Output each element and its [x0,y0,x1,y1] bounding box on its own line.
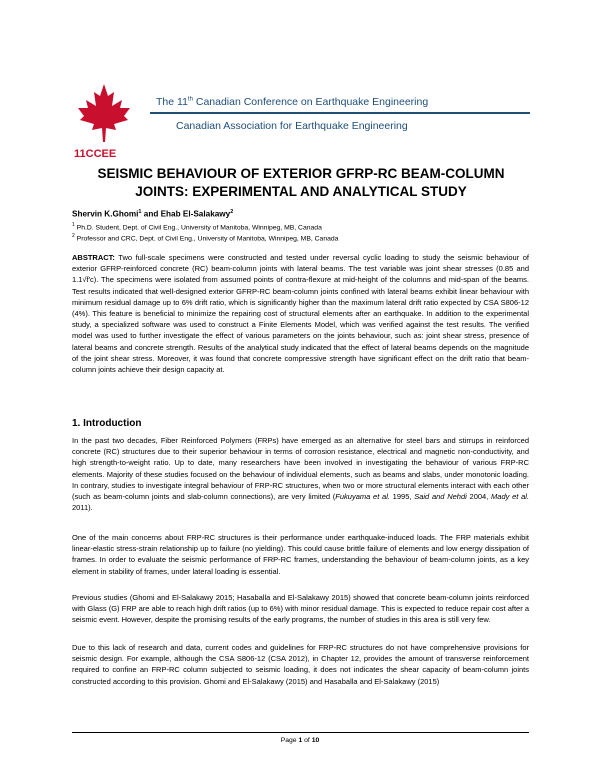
header-divider [150,112,530,114]
logo-text: 11CCEE [74,148,117,160]
paper-title: SEISMIC BEHAVIOUR OF EXTERIOR GFRP-RC BEAM-COLUMN JOINTS: EXPERIMENTAL AND ANALYTICAL STUDY [97,166,505,199]
intro-paragraph-2: One of the main concerns about FRP-RC structures is their performance under earthquake-induced loads. The FRP materials exhibit linear-elastic stress-strain relationship up to failure (no yielding). This could cause brittle failure of elements and low energy dissipation of frames. In order to evaluate the seismic performance of FRP-RC frames, understanding the behaviour of beam-column joints, as a key element in stability of frames, under lateral loading is essential. [72,533,529,576]
authors: Shervin K.Ghomi$^1$ and Ehab El-Salakawy$^2$ [72,209,234,219]
affiliation-1: $^1$ Ph.D. Student, Dept. of Civil Eng., University of Manitoba, Winnipeg, MB, Canada [72,222,322,232]
association-name: Canadian Association for Earthquake Engineering [176,120,408,132]
conference-logo [66,82,142,170]
conference-name: The 11th Canadian Conference on Earthquake Engineering [156,96,429,108]
affiliation-2: $^2$ Professor and CRC, Dept. of Civil Eng., University of Manitoba, Winnipeg, MB, Canada [72,233,339,243]
intro-paragraph-4: Due to this lack of research and data, current codes and guidelines for FRP-RC structures do not have comprehensive provisions for seismic design. For example, although the CSA S806-12 (CSA 2012), in Chapter 12, provides the amount of transverse reinforcement required to confine an FRP-RC column subjected to seismic loading, it does not indicates the shear capacity of beam-column joints constructed according to this provision. Ghomi and El-Salakawy (2015) and Hasaballa and El-Salakawy (2015) [72,643,529,686]
page-footer: Page 1 of 10 [280,737,320,744]
abstract: ABSTRACT: Two full-scale specimens were constructed and tested under reversal cyclic loading to study the seismic behaviour of exterior GFRP-reinforced concrete (RC) beam-column joints with lateral beams. The test variable was joint shear stresses (0.85 and 1.1√f'c). The specimens were isolated from assumed points of contra-flexure at mid-height of the columns and mid-span of the beams. Test results indicated that well-designed exterior GFRP-RC beam-column joints confined with lateral beams exhibit linear behaviour with minimum residual damage up to 6% drift ratio, which is significantly higher than the maximum lateral drift ratio expected by CSA S806-12 (4%). This feature is beneficial to minimize the repairing cost of structural elements after an earthquake. In addition to the experimental study, a specialized software was used to construct a Finite Elements Model, which was verified against the test results. The verified model was used to further investigate the effect of various parameters on the joints behaviour, such as: joint shear stress, presence of lateral beams and concrete strength. Results of the analytical study indicated that the effect of lateral beams depends on the magnitude of the joint shear stress. Moreover, it was found that concrete compressive strength have significant effect on the drift ratio that beam-column joints achieve their design capacity at. [72,253,529,375]
maple-leaf-icon [74,82,134,144]
intro-paragraph-3: Previous studies (Ghomi and El-Salakawy 2015; Hasaballa and El-Salakawy 2015) showed that concrete beam-column joints reinforced with Glass (G) FRP are able to reach high drift ratios (up to 6%) with minor residual damage. This is expected to reduce repair cost after a seismic event. However, despite the promising results of the early programs, the number of studies in this area is still very few. [72,593,529,625]
intro-paragraph-1: In the past two decades, Fiber Reinforced Polymers (FRPs) have emerged as an alternative for steel bars and stirrups in reinforced concrete (RC) structures due to their superior behaviour in terms of corrosion resistance, electrical and magnetic non-conductivity, and high strength-to-weight ratio. Up to date, many researchers have been involved in investigating the behaviour of various FRP-RC elements. Majority of these studies focused on the behaviour of individual elements, such as beams and slabs, under monotonic loading. In contrary, studies to investigate integral behaviour of FRP-RC structures, when two or more structural elements interact with each other (such as beam-column joints and slab-column connections), are very limited (Fukuyama et al. 1995, Said and Nehdi 2004, Mady et al. 2011). [72,436,530,513]
footer-divider [72,732,529,733]
section-heading-introduction: 1. Introduction [72,418,142,429]
